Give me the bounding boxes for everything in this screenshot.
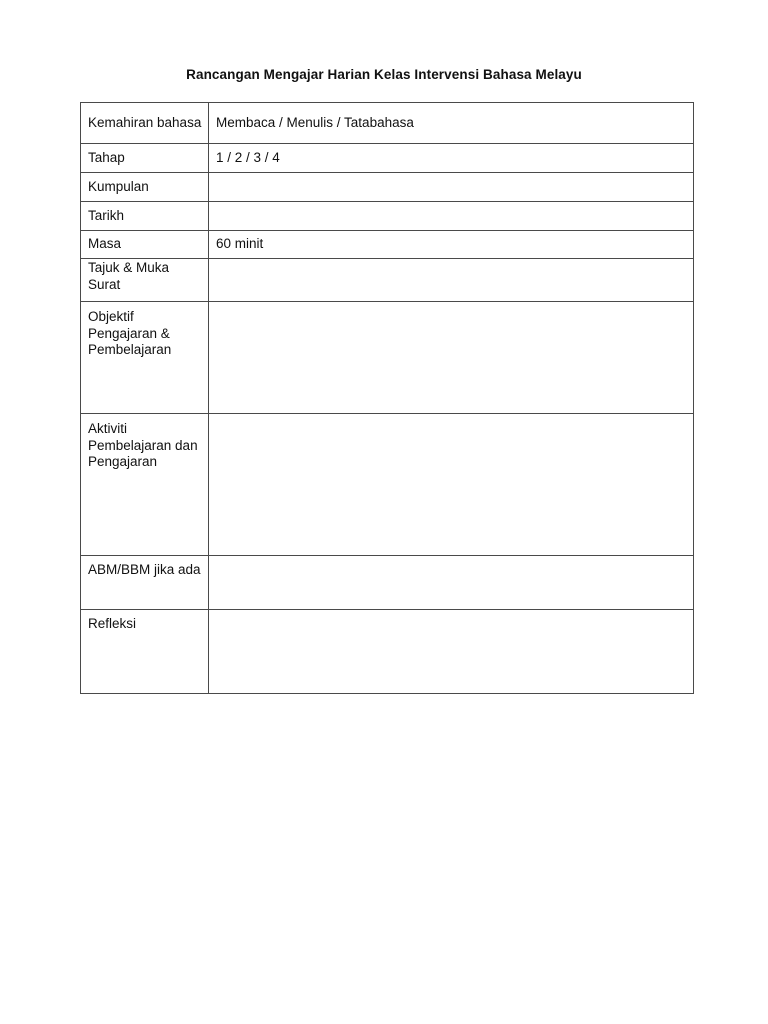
lesson-plan-table xyxy=(80,102,694,694)
row-label-tahap: Tahap xyxy=(81,144,209,173)
row-value-aktiviti[interactable] xyxy=(209,414,694,556)
row-label-abm-bbm: ABM/BBM jika ada xyxy=(81,556,209,610)
row-label-aktiviti: Aktiviti Pembelajaran dan Pengajaran xyxy=(81,414,209,556)
row-label-masa: Masa xyxy=(81,231,209,259)
row-value-kemahiran-bahasa[interactable]: Membaca / Menulis / Tatabahasa xyxy=(209,103,694,144)
table-row-tajuk-muka-surat xyxy=(81,259,694,302)
table-row-refleksi xyxy=(81,610,694,694)
row-value-masa[interactable]: 60 minit xyxy=(209,231,694,259)
page-title: Rancangan Mengajar Harian Kelas Intervensi Bahasa Melayu xyxy=(186,67,582,82)
row-value-tajuk-muka-surat[interactable] xyxy=(209,259,694,302)
row-label-objektif: Objektif Pengajaran & Pembelajaran xyxy=(81,302,209,414)
row-value-objektif[interactable] xyxy=(209,302,694,414)
table-row-kemahiran-bahasa xyxy=(81,103,694,144)
table-row-aktiviti xyxy=(81,414,694,556)
table-row-masa xyxy=(81,231,694,259)
row-value-refleksi[interactable] xyxy=(209,610,694,694)
row-label-refleksi: Refleksi xyxy=(81,610,209,694)
row-value-abm-bbm[interactable] xyxy=(209,556,694,610)
row-label-tajuk-muka-surat: Tajuk & Muka Surat xyxy=(81,259,209,302)
table-row-objektif xyxy=(81,302,694,414)
row-value-tahap[interactable]: 1 / 2 / 3 / 4 xyxy=(209,144,694,173)
table-row-tarikh xyxy=(81,202,694,231)
table-row-tahap xyxy=(81,144,694,173)
row-label-tarikh: Tarikh xyxy=(81,202,209,231)
row-label-kemahiran-bahasa: Kemahiran bahasa xyxy=(81,103,209,144)
row-label-kumpulan: Kumpulan xyxy=(81,173,209,202)
row-value-kumpulan[interactable] xyxy=(209,173,694,202)
table-row-abm-bbm xyxy=(81,556,694,610)
table-row-kumpulan xyxy=(81,173,694,202)
row-value-tarikh[interactable] xyxy=(209,202,694,231)
